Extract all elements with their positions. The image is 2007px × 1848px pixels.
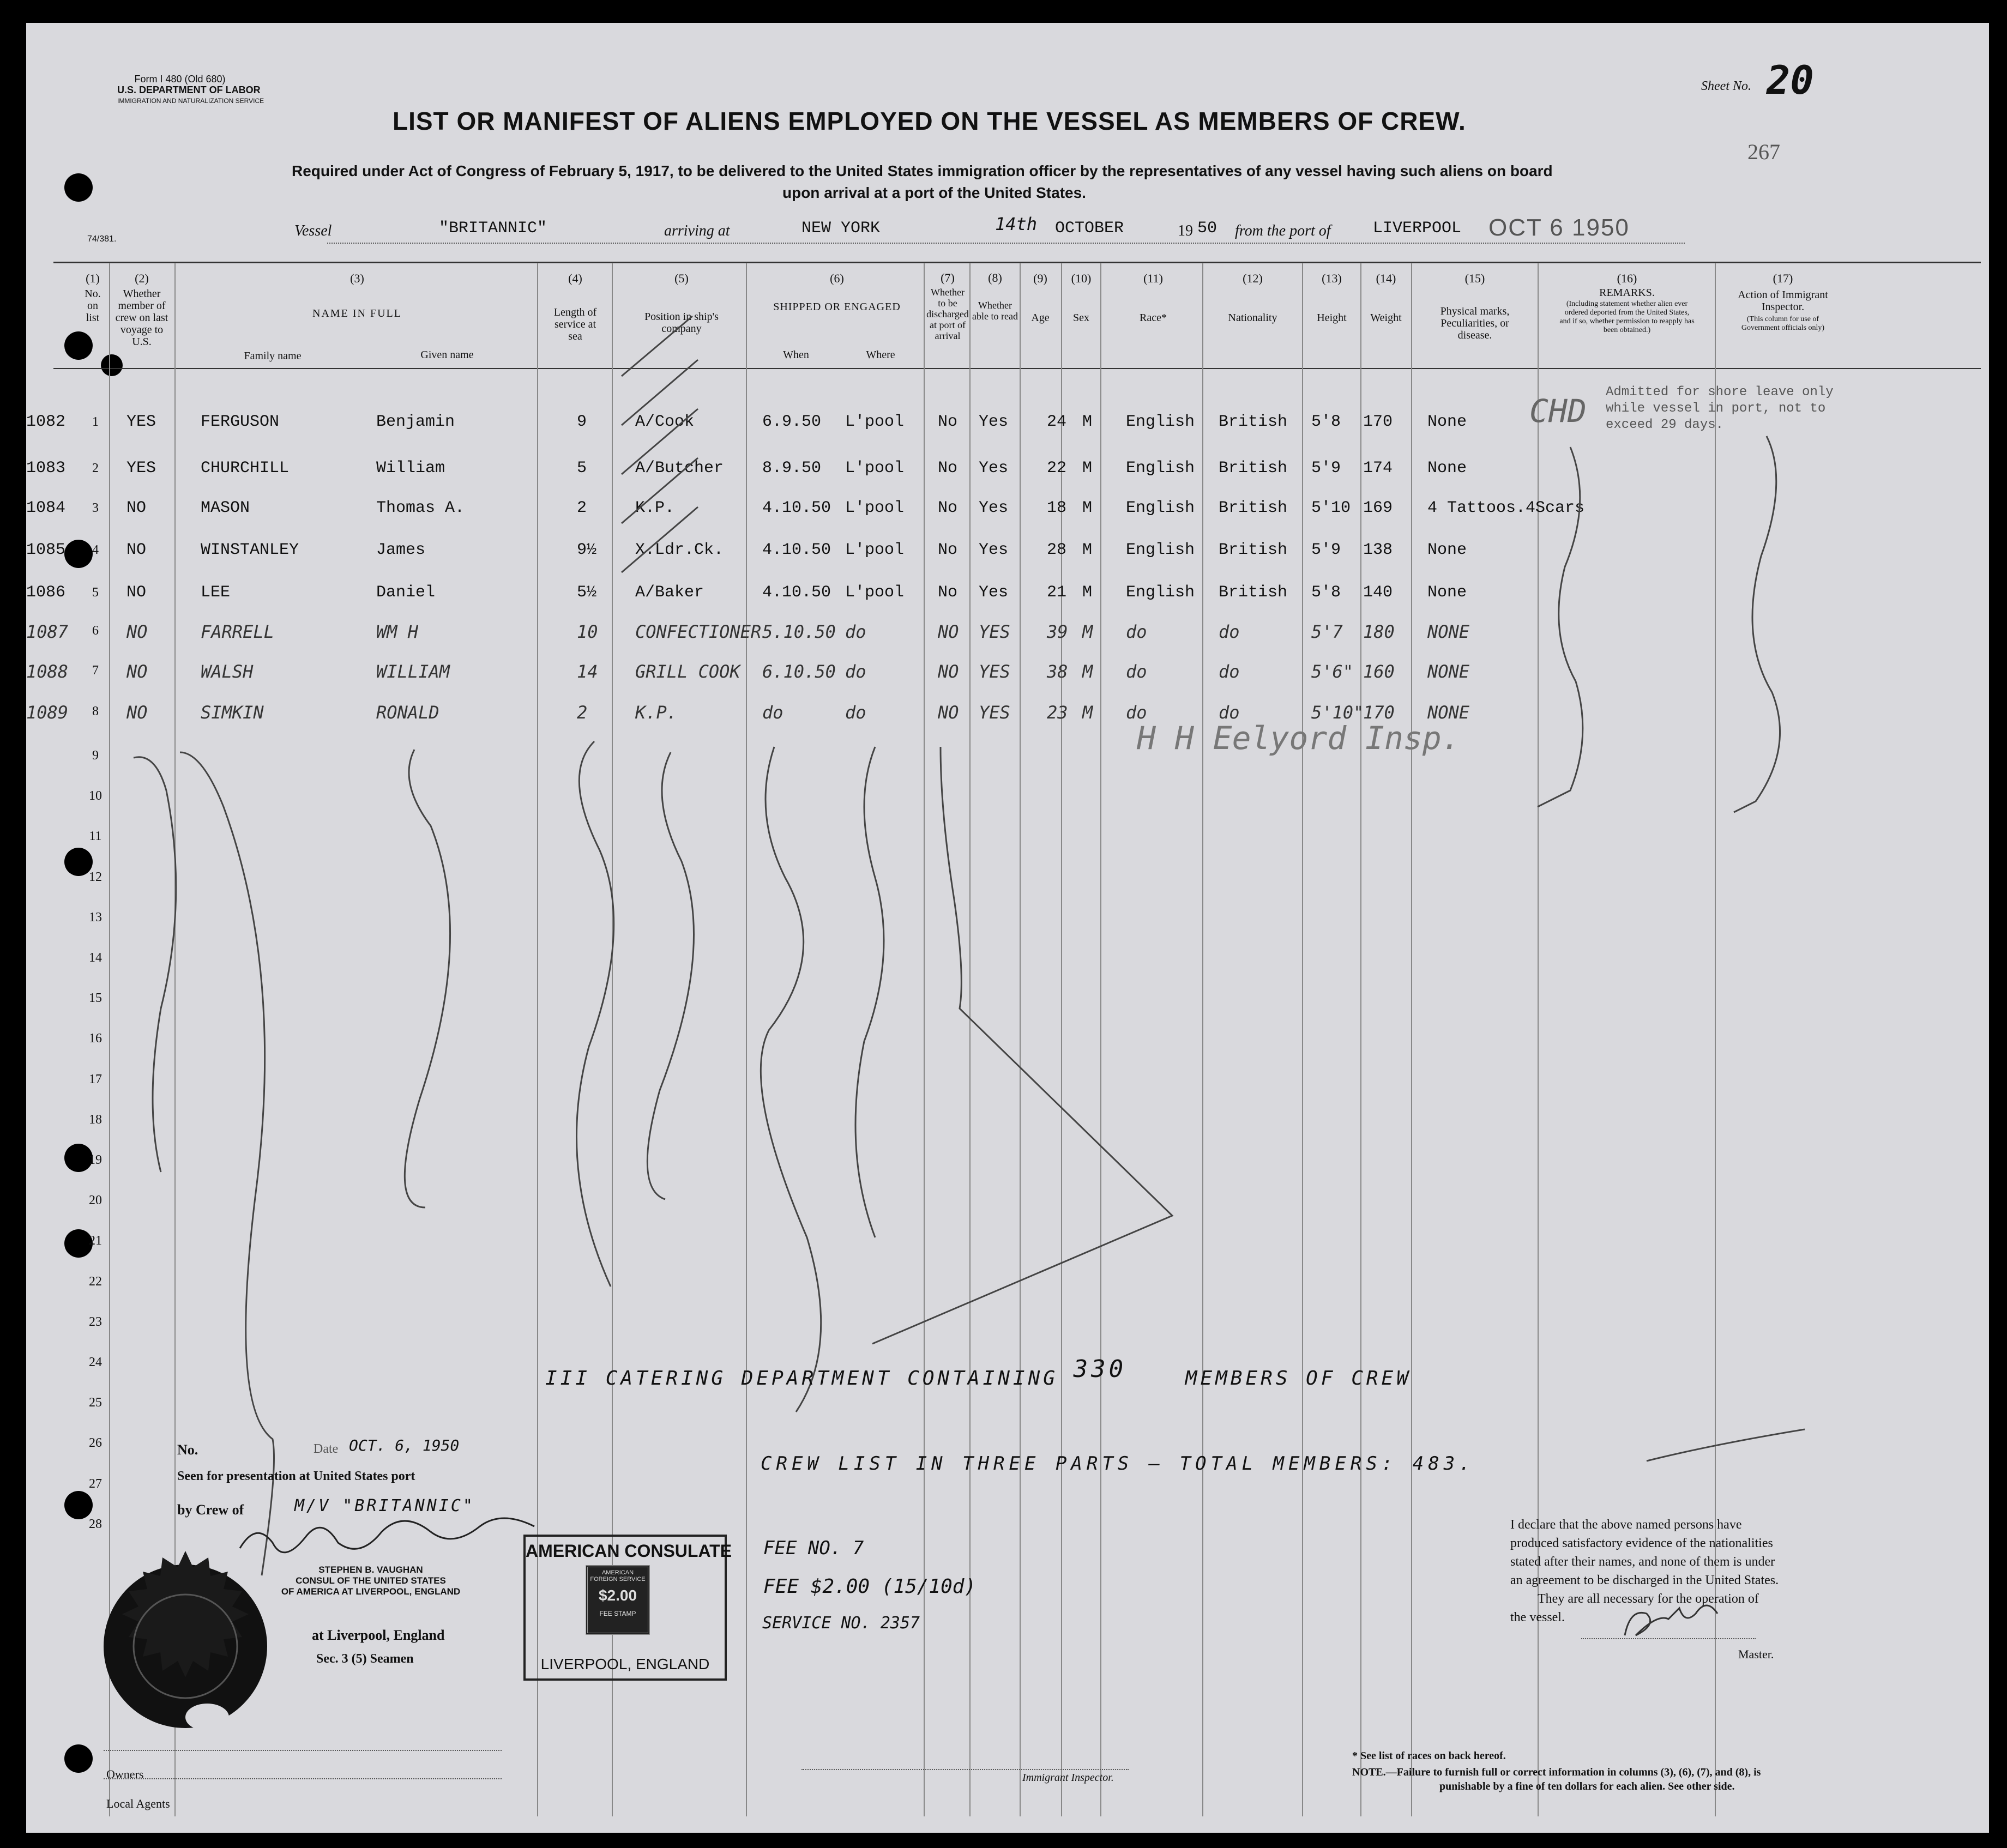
cell-position: GRILL COOK [635,661,740,682]
cell-disch: No [938,413,958,431]
cell-position: A/Baker [635,583,704,602]
remarks-bracket [1538,447,1583,807]
cell-when: 4.10.50 [762,499,831,517]
ditto-line [405,750,450,1207]
cell-nat: do [1219,621,1240,642]
signature-line [1647,1429,1805,1461]
cell-where: L'pool [845,499,905,517]
given-name-header: Given name [420,349,474,361]
cell-when: 5.10.50 [762,621,836,642]
col2-header: (2) Whether member of crew on last voyage to U.S. [115,271,168,348]
cell-read: YES [979,702,1010,723]
departure-port: LIVERPOOL [1373,219,1462,238]
remarks-bracket [1734,436,1780,812]
cell-where: do [845,661,866,682]
consul-no-label: No. [177,1442,198,1458]
cell-read: YES [979,661,1010,682]
cell-marks: None [1427,413,1467,431]
cell-family: WINSTANLEY [201,541,299,559]
cell-marks: NONE [1427,661,1470,682]
consul-by-crew: by Crew of [177,1502,244,1518]
local-agents-label: Local Agents [106,1797,170,1810]
cell-race: English [1126,413,1195,431]
vessel-name: "BRITANNIC" [439,219,547,238]
ditto-line [855,747,884,1237]
cell-height: 5'9 [1311,541,1341,559]
cell-sex: M [1082,459,1093,478]
row-number: 23 [89,1314,102,1329]
cell-weight: 180 [1363,621,1395,642]
cell-marks: None [1427,459,1467,478]
cell-nat: do [1219,661,1240,682]
col15-header: (15) Physical marks, Peculiarities, or disease. [1440,271,1510,341]
cell-service: 14 [577,661,598,682]
immigrant-inspector-label: Immigrant Inspector. [1022,1772,1114,1784]
cell-position: A/Cook [635,413,695,431]
cell-service: 10 [577,621,598,642]
subtitle-line2: upon arrival at a port of the United States. [782,184,1086,201]
declaration-line: the vessel. [1510,1610,1565,1624]
cell-height: 5'10 [1311,499,1351,517]
master-line [1581,1638,1756,1639]
stamp-bottom-text: LIVERPOOL, ENGLAND [540,1656,710,1672]
cell-family: FERGUSON [201,413,280,431]
row-number: 4 [92,543,99,557]
consul-date-label: Date [314,1442,339,1456]
col17-header: (17) Action of Immigrant Inspector. (This column for use of Government officials only) [1738,271,1828,332]
arrival-port: NEW YORK [801,219,881,238]
cell-position: K.P. [635,702,678,723]
row-number: 27 [89,1476,102,1491]
cell-read: Yes [979,499,1009,517]
signature-line-2 [104,1778,502,1779]
cell-when: 4.10.50 [762,583,831,602]
master-label: Master. [1738,1647,1774,1661]
cell-weight: 174 [1363,459,1393,478]
row-number: 19 [89,1153,102,1167]
cell-race: English [1126,541,1195,559]
cell-family: WALSH [201,661,254,682]
cell-sex: M [1082,413,1093,431]
row-number: 24 [89,1355,102,1369]
cell-race: do [1126,661,1147,682]
consul-vessel: M/V "BRITANNIC" [294,1496,475,1515]
cell-family: MASON [201,499,250,517]
cell-sex: M [1082,621,1093,642]
fee-stamp-top: AMERICAN FOREIGN SERVICE [590,1569,646,1583]
ditto-line [577,741,614,1287]
row-id: 1084 [26,499,66,517]
col12-header: (12) Nationality [1228,271,1277,324]
ditto-line [134,757,176,1172]
service-name: IMMIGRATION AND NATURALIZATION SERVICE [117,97,264,105]
cell-position: K.P. [635,499,675,517]
cell-prev: NO [126,661,148,682]
signature-line-1 [104,1750,502,1751]
col14-header: (14) Weight [1370,271,1402,324]
cell-sex: M [1082,702,1093,723]
cell-prev: NO [126,621,148,642]
cell-read: Yes [979,413,1009,431]
consul-title2: OF AMERICA AT LIVERPOOL, ENGLAND [281,1586,461,1597]
cell-service: 5½ [577,583,597,602]
row-number: 5 [92,585,99,600]
stamp-top-text: AMERICAN CONSULATE [526,1541,732,1561]
when-header: When [783,349,809,361]
cell-age: 38 [1047,661,1068,682]
row-number: 8 [92,704,99,718]
cell-disch: NO [938,702,959,723]
cell-read: Yes [979,459,1009,478]
cell-service: 2 [577,702,588,723]
row-id: 1085 [26,541,66,559]
consul-location: at Liverpool, England [312,1627,445,1643]
department-name: U.S. DEPARTMENT OF LABOR [117,84,261,95]
row-id: 1089 [26,702,69,723]
cell-prev: NO [126,499,147,517]
cell-when: 4.10.50 [762,541,831,559]
col10-header: (10) Sex [1071,271,1092,324]
family-name-header: Family name [244,350,302,362]
cell-weight: 140 [1363,583,1393,602]
cell-height: 5'10" [1311,702,1364,723]
row-number: 17 [89,1072,102,1086]
cell-age: 21 [1047,583,1067,602]
cell-race: English [1126,499,1195,517]
cell-family: SIMKIN [201,702,264,723]
col4-header: (4) Length of service at sea [553,271,597,342]
where-header: Where [866,349,895,361]
cell-race: English [1126,459,1195,478]
row-number: 15 [89,991,102,1006]
cell-height: 5'8 [1311,583,1341,602]
check-mark [622,360,698,425]
col11-header: (11) Race* [1140,271,1167,324]
cell-age: 28 [1047,541,1067,559]
arriving-label: arriving at [664,222,730,239]
cell-when: do [762,702,783,723]
check-mark [622,458,698,523]
cell-sex: M [1082,661,1093,682]
cell-age: 24 [1047,413,1067,431]
row-number: 11 [89,829,102,844]
cell-marks: 4 Tattoos.4Scars [1427,499,1585,517]
cell-race: do [1126,702,1147,723]
cell-where: L'pool [845,541,905,559]
cell-nat: do [1219,702,1240,723]
cell-weight: 138 [1363,541,1393,559]
declaration-line: I declare that the above named persons have [1510,1518,1742,1532]
cell-height: 5'9 [1311,459,1341,478]
cell-race: do [1126,621,1147,642]
arrival-year: 50 [1197,219,1218,238]
inspector-initials: H H Eelyord Insp. [1137,720,1461,757]
row-number: 14 [89,951,102,965]
cell-prev: YES [126,459,156,478]
row-number: 2 [92,461,99,475]
cell-given: WILLIAM [376,661,450,682]
cell-family: FARRELL [201,621,274,642]
row-number: 16 [89,1031,102,1046]
cell-service: 2 [577,499,587,517]
cell-when: 6.10.50 [762,661,836,682]
cell-read: Yes [979,541,1009,559]
arrival-day: 14th [995,214,1038,234]
cell-nat: British [1219,541,1288,559]
row-number: 10 [89,789,102,804]
declaration-line: an agreement to be discharged in the United States. [1510,1573,1779,1587]
footer-note-line1: NOTE.—Failure to furnish full or correct information in columns (3), (6), (7), and (8), is [1352,1766,1761,1778]
cell-when: 6.9.50 [762,413,822,431]
cell-disch: No [938,583,958,602]
row-number: 12 [89,869,102,884]
consul-section: Sec. 3 (5) Seamen [316,1652,414,1666]
row-number: 22 [89,1274,102,1289]
col9-header: (9) Age [1031,271,1050,324]
cell-given: William [376,459,445,478]
ditto-line [647,752,694,1199]
cell-age: 22 [1047,459,1067,478]
service-number: SERVICE NO. 2357 [762,1614,920,1633]
cell-age: 18 [1047,499,1067,517]
row-id: 1082 [26,413,66,431]
form-code: 74/381. [87,234,117,244]
cell-position: X.Ldr.Ck. [635,541,724,559]
row-number: 3 [92,501,99,515]
row-number: 13 [89,910,102,925]
row-number: 9 [92,748,99,763]
declaration-line: produced satisfactory evidence of the nationalities [1510,1536,1773,1550]
cell-age: 23 [1047,702,1068,723]
row-number: 25 [89,1396,102,1410]
cell-given: Benjamin [376,413,455,431]
cell-where: L'pool [845,459,905,478]
catering-end: MEMBERS OF CREW [1185,1367,1412,1390]
cell-disch: NO [938,661,959,682]
declaration-line: stated after their names, and none of them is under [1510,1555,1775,1569]
cell-given: RONALD [376,702,439,723]
cell-given: James [376,541,426,559]
row-id: 1087 [26,621,69,642]
cell-given: Daniel [376,583,436,602]
col3-header: (3) NAME IN FULL [312,271,402,319]
cell-when: 8.9.50 [762,459,822,478]
cell-nat: British [1219,459,1288,478]
master-signature [1614,1603,1734,1646]
col7-header: (7) Whether to be discharged at port of arrival [926,271,969,341]
col8-header: (8) Whether able to read [972,271,1018,322]
cell-service: 5 [577,459,587,478]
row-id: 1086 [26,583,66,602]
row-number: 7 [92,663,99,678]
catering-label: III CATERING DEPARTMENT CONTAINING [545,1367,1058,1390]
page-number: 267 [1747,140,1780,164]
date-stamp: OCT 6 1950 [1488,214,1630,241]
fee-stamp-amount: $2.00 [598,1587,637,1604]
consul-name: STEPHEN B. VAUGHAN [318,1565,423,1575]
arrival-month: OCTOBER [1055,219,1124,238]
row-number: 21 [89,1234,102,1248]
row-number: 20 [89,1193,102,1208]
cell-height: 5'8 [1311,413,1341,431]
row-number: 1 [92,415,99,429]
cell-where: do [845,621,866,642]
fee-number: FEE NO. 7 [763,1537,864,1559]
cell-age: 39 [1047,621,1068,642]
cell-marks: NONE [1427,702,1470,723]
remarks-initials: CHD [1529,392,1587,430]
cell-family: LEE [201,583,231,602]
row-number: 28 [89,1517,102,1531]
form-number: Form I 480 (Old 680) [134,74,226,84]
sheet-number: 20 [1767,57,1814,103]
consular-seal [82,1543,289,1750]
catering-note [545,1355,1412,1391]
cell-disch: NO [938,621,959,642]
crew-list-note: CREW LIST IN THREE PARTS — TOTAL MEMBERS: 483. [761,1453,1475,1475]
cell-height: 5'6" [1311,661,1354,682]
check-mark [622,409,698,474]
declaration-line: They are all necessary for the operation of [1538,1592,1759,1606]
cell-given: Thomas A. [376,499,465,517]
row-number: 6 [92,624,99,638]
inspector-line [801,1769,1129,1770]
sheet-label: Sheet No. [1701,79,1751,93]
cell-weight: 160 [1363,661,1395,682]
cell-sex: M [1082,541,1093,559]
subtitle: Required under Act of Congress of February 5, 1917, to be delivered to the United States immigration officer by the representatives of any vessel having such aliens on board [292,162,1553,179]
cell-service: 9 [577,413,587,431]
row-id: 1088 [26,661,69,682]
cell-marks: None [1427,583,1467,602]
cell-sex: M [1082,499,1093,517]
cell-weight: 169 [1363,499,1393,517]
fee-amount: FEE $2.00 (15/10d) [763,1575,977,1598]
cell-where: do [845,702,866,723]
cell-sex: M [1082,583,1093,602]
cell-nat: British [1219,583,1288,602]
cell-where: L'pool [845,413,905,431]
port-label: from the port of [1235,222,1331,239]
catering-count: 330 [1073,1355,1127,1383]
cell-prev: NO [126,702,148,723]
consul-title1: CONSUL OF THE UNITED STATES [296,1575,446,1586]
cell-height: 5'7 [1311,621,1343,642]
row-id: 1083 [26,459,66,478]
footer-note-line2: punishable by a fine of ten dollars for each alien. See other side. [1439,1780,1735,1792]
cell-prev: YES [126,413,156,431]
cell-where: L'pool [845,583,905,602]
cell-read: YES [979,621,1010,642]
cell-marks: None [1427,541,1467,559]
cell-race: English [1126,583,1195,602]
owners-label: Owners [106,1767,144,1781]
fee-stamp [586,1565,650,1635]
check-mark [622,316,692,376]
ditto-line [761,747,821,1412]
cell-nat: British [1219,499,1288,517]
page-title: LIST OR MANIFEST OF ALIENS EMPLOYED ON THE VESSEL AS MEMBERS OF CREW. [393,107,1466,135]
races-note: * See list of races on back hereof. [1352,1750,1506,1762]
col6-header: (6) SHIPPED OR ENGAGED [773,271,901,313]
col5-header: (5) Position in ship's company [644,271,719,335]
cell-prev: NO [126,541,147,559]
col13-header: (13) Height [1317,271,1347,324]
cell-weight: 170 [1363,702,1395,723]
cell-read: Yes [979,583,1009,602]
cell-marks: NONE [1427,621,1470,642]
cell-disch: No [938,459,958,478]
cell-family: CHURCHILL [201,459,290,478]
consulate-stamp [523,1535,732,1681]
row-number: 18 [89,1112,102,1127]
row-number: 26 [89,1436,102,1451]
cell-service: 9½ [577,541,597,559]
col16-header: (16) REMARKS. (Including statement whether alien ever ordered deported from the United States, and if so, whether permission to reapply has been obtained.) [1559,271,1695,334]
vessel-label: Vessel [294,222,332,239]
consul-seen-line: Seen for presentation at United States port [177,1469,415,1483]
cell-given: WM H [376,621,419,642]
cell-nat: British [1219,413,1288,431]
ditto-line [872,747,1172,1344]
cell-disch: No [938,499,958,517]
cell-disch: No [938,541,958,559]
fee-stamp-label: FEE STAMP [599,1610,636,1617]
cell-position: CONFECTIONER [635,621,762,642]
cell-prev: NO [126,583,147,602]
year-prefix: 19 [1178,222,1193,239]
consul-date: OCT. 6, 1950 [349,1436,460,1454]
cell-position: A/Butcher [635,459,724,478]
check-mark [622,507,698,572]
cell-weight: 170 [1363,413,1393,431]
col1-header: (1) No. on list [85,271,101,324]
remarks-text: Admitted for shore leave only while vessel in port, not to exceed 29 days. [1606,385,1834,432]
